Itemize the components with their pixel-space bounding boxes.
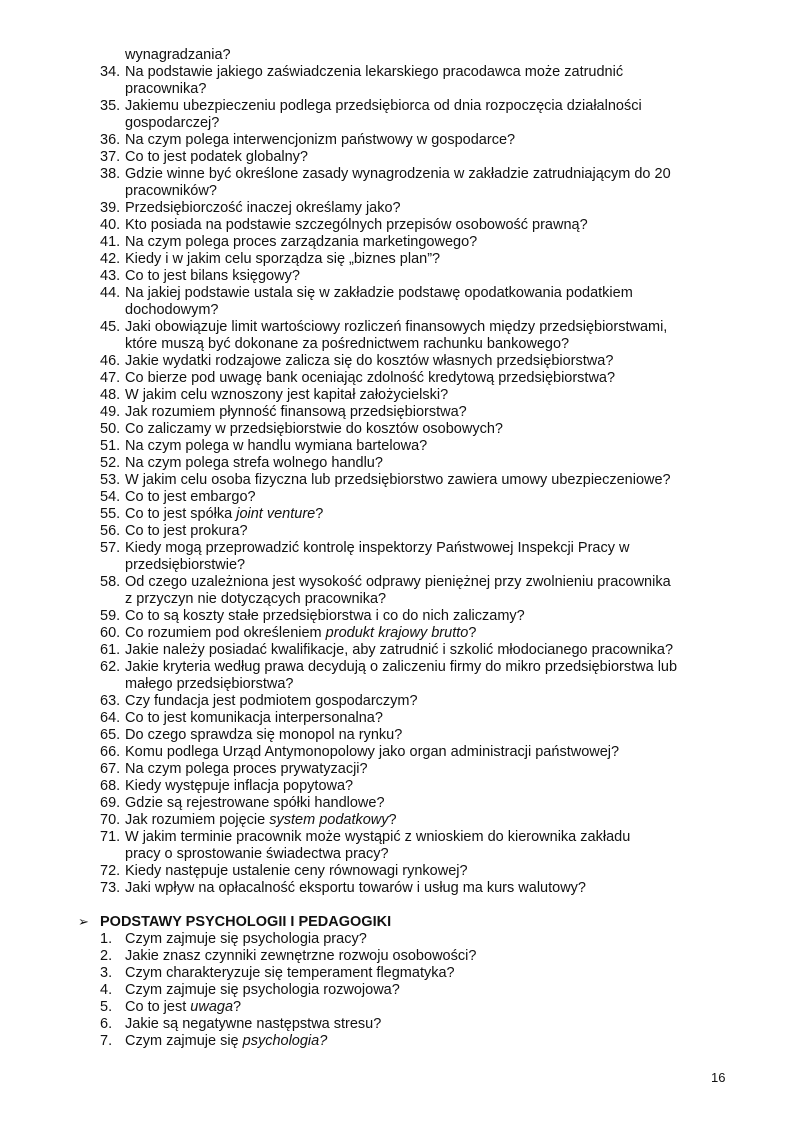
question-item-number: 65. <box>100 727 121 743</box>
question-item-number: 52. <box>100 455 121 471</box>
question-item-text-line <box>125 64 765 81</box>
text-segment: Jaki wpływ na opłacalność eksportu towarów i usług ma kurs walutowy? <box>125 880 586 896</box>
text-segment: przedsiębiorstwie? <box>125 557 246 573</box>
question-item-number: 35. <box>100 98 121 114</box>
question-item-number: 49. <box>100 404 121 420</box>
question-item-text-line <box>125 523 765 540</box>
question-item-number: 66. <box>100 744 121 760</box>
text-segment: ? <box>468 625 477 641</box>
section-item <box>100 1033 765 1050</box>
question-item <box>100 370 765 387</box>
question-item-number: 44. <box>100 285 121 301</box>
question-item <box>100 693 765 710</box>
question-item-text-line <box>125 251 765 268</box>
text-segment: Co to są koszty stałe przedsiębiorstwa i co do nich zaliczamy? <box>125 608 525 624</box>
question-item-number: 38. <box>100 166 121 182</box>
text-segment: Jak rozumiem płynność finansową przedsiębiorstwa? <box>125 404 467 420</box>
question-item-number: 54. <box>100 489 121 505</box>
question-item-number: 50. <box>100 421 121 437</box>
text-segment: Czym zajmuje się psychologia pracy? <box>125 931 367 947</box>
section-item-number: 1. <box>100 931 113 947</box>
question-item-number: 47. <box>100 370 121 386</box>
question-item-number: 72. <box>100 863 121 879</box>
text-segment: Co to jest <box>125 999 191 1015</box>
question-item-number: 71. <box>100 829 121 845</box>
question-item-number: 48. <box>100 387 121 403</box>
question-item-text-line <box>125 302 765 319</box>
question-item <box>100 353 765 370</box>
text-segment: Jakie kryteria według prawa decydują o zaliczeniu firmy do mikro przedsiębiorstwa lub <box>125 659 678 675</box>
question-item <box>100 64 765 98</box>
text-segment: Co to jest spółka <box>125 506 237 522</box>
question-item-text-line <box>125 846 765 863</box>
text-segment: małego przedsiębiorstwa? <box>125 676 294 692</box>
section-item-number: 5. <box>100 999 113 1015</box>
italic-term: psychologia? <box>242 1033 328 1049</box>
section-item-text-line <box>125 982 765 999</box>
section-item-number: 4. <box>100 982 113 998</box>
question-item <box>100 506 765 523</box>
question-item <box>100 489 765 506</box>
question-item-text-line <box>125 506 765 523</box>
text-segment: gospodarczej? <box>125 115 220 131</box>
question-item <box>100 795 765 812</box>
question-item-text-line <box>125 863 765 880</box>
arrow-bullet-icon: ➢ <box>78 915 89 930</box>
question-item-text-line <box>125 132 765 149</box>
section-item-number: 3. <box>100 965 113 981</box>
question-item-text-line <box>125 81 765 98</box>
question-item-text-line <box>125 659 765 676</box>
question-item-text-line <box>125 285 765 302</box>
italic-term: uwaga <box>190 999 234 1015</box>
question-item-text-line <box>125 540 765 557</box>
italic-term: produkt krajowy brutto <box>325 625 469 641</box>
question-item <box>100 608 765 625</box>
text-segment: Co zaliczamy w przedsiębiorstwie do kosztów osobowych? <box>125 421 503 437</box>
text-segment: Kiedy następuje ustalenie ceny równowagi rynkowej? <box>125 863 468 879</box>
question-item-text-line <box>125 421 765 438</box>
question-item-number: 51. <box>100 438 121 454</box>
question-item-text-line <box>125 727 765 744</box>
question-item <box>100 285 765 319</box>
question-item <box>100 319 765 353</box>
question-item-number: 41. <box>100 234 121 250</box>
question-item-text-line <box>125 370 765 387</box>
question-item-text-line <box>125 115 765 132</box>
question-item-number: 37. <box>100 149 121 165</box>
question-item-number: 69. <box>100 795 121 811</box>
section-item <box>100 1016 765 1033</box>
text-segment: Jak rozumiem pojęcie <box>125 812 270 828</box>
question-item-text-line <box>125 234 765 251</box>
question-item <box>100 472 765 489</box>
question-item-text-line <box>125 880 765 897</box>
question-item <box>100 863 765 880</box>
text-segment: Na jakiej podstawie ustala się w zakładzie podstawę opodatkowania podatkiem <box>125 285 633 301</box>
question-item-text-line <box>125 387 765 404</box>
question-item-number: 45. <box>100 319 121 335</box>
question-item <box>100 744 765 761</box>
question-item-text-line <box>125 574 765 591</box>
question-item <box>100 812 765 829</box>
question-item-text-line <box>125 676 765 693</box>
text-segment: W jakim terminie pracownik może wystąpić z wnioskiem do kierownika zakładu <box>125 829 631 845</box>
text-segment: ? <box>315 506 324 522</box>
question-item <box>100 268 765 285</box>
question-item-text-line <box>125 778 765 795</box>
question-item-text-line <box>125 166 765 183</box>
question-item-number: 36. <box>100 132 121 148</box>
text-segment: ? <box>233 999 242 1015</box>
question-item <box>100 727 765 744</box>
text-segment: Kto posiada na podstawie szczególnych przepisów osobowość prawną? <box>125 217 588 233</box>
question-item-text-line <box>125 761 765 778</box>
question-item-number: 56. <box>100 523 121 539</box>
section-item-text-line <box>125 948 765 965</box>
question-item-number: 60. <box>100 625 121 641</box>
text-segment: Jaki obowiązuje limit wartościowy rozliczeń finansowych między przedsiębiorstwami, <box>125 319 668 335</box>
section-item <box>100 982 765 999</box>
section-item <box>100 948 765 965</box>
question-item-number: 64. <box>100 710 121 726</box>
text-segment: Jakie znasz czynniki zewnętrzne rozwoju osobowości? <box>125 948 477 964</box>
section-item-text-line <box>125 1016 765 1033</box>
question-item-number: 34. <box>100 64 121 80</box>
question-item <box>100 251 765 268</box>
question-item-number: 53. <box>100 472 121 488</box>
question-item-number: 58. <box>100 574 121 590</box>
text-segment: pracownika? <box>125 81 207 97</box>
question-item <box>100 404 765 421</box>
question-item-text-line <box>125 557 765 574</box>
question-item-text-line <box>125 319 765 336</box>
text-segment: Co to jest podatek globalny? <box>125 149 308 165</box>
text-segment: Czym zajmuje się <box>125 1033 243 1049</box>
text-segment: Gdzie są rejestrowane spółki handlowe? <box>125 795 385 811</box>
question-item-text-line <box>125 149 765 166</box>
italic-term: joint venture <box>236 506 316 522</box>
text-segment: Czym charakteryzuje się temperament flegmatyka? <box>125 965 455 981</box>
question-item <box>100 217 765 234</box>
text-segment: Czy fundacja jest podmiotem gospodarczym? <box>125 693 418 709</box>
question-item <box>100 98 765 132</box>
question-item-number: 70. <box>100 812 121 828</box>
text-segment: Co to jest prokura? <box>125 523 248 539</box>
text-segment: Co to jest bilans księgowy? <box>125 268 300 284</box>
question-item-number: 46. <box>100 353 121 369</box>
text-segment: Na czym polega w handlu wymiana bartelowa? <box>125 438 428 454</box>
question-item-number: 40. <box>100 217 121 233</box>
question-item-text-line <box>125 812 765 829</box>
text-segment: Na czym polega interwencjonizm państwowy w gospodarce? <box>125 132 516 148</box>
text-segment: Na czym polega proces prywatyzacji? <box>125 761 368 777</box>
question-item <box>100 455 765 472</box>
section-question-list <box>100 931 765 1050</box>
question-item-text-line <box>125 404 765 421</box>
document-body <box>78 47 765 1050</box>
page-number: 16 <box>711 1070 726 1085</box>
section-item-number: 2. <box>100 948 113 964</box>
question-item-number: 61. <box>100 642 121 658</box>
continued-text-line: wynagradzania? <box>125 47 231 63</box>
question-item-text-line <box>125 438 765 455</box>
question-item-text-line <box>125 591 765 608</box>
text-segment: Do czego sprawdza się monopol na rynku? <box>125 727 403 743</box>
text-segment: Kiedy mogą przeprowadzić kontrolę inspektorzy Państwowej Inspekcji Pracy w <box>125 540 630 556</box>
section-item-number: 6. <box>100 1016 113 1032</box>
text-segment: Przedsiębiorczość inaczej określamy jako? <box>125 200 401 216</box>
question-item-number: 62. <box>100 659 121 675</box>
question-item <box>100 387 765 404</box>
text-segment: Gdzie winne być określone zasady wynagrodzenia w zakładzie zatrudniającym do 20 <box>125 166 671 182</box>
question-item-text-line <box>125 183 765 200</box>
question-item-number: 73. <box>100 880 121 896</box>
question-item-text-line <box>125 795 765 812</box>
question-item-number: 59. <box>100 608 121 624</box>
text-segment: Czym zajmuje się psychologia rozwojowa? <box>125 982 400 998</box>
question-item <box>100 710 765 727</box>
question-item-text-line <box>125 336 765 353</box>
text-segment: Jakie są negatywne następstwa stresu? <box>125 1016 382 1032</box>
question-item-text-line <box>125 268 765 285</box>
section-item <box>100 931 765 948</box>
question-item <box>100 523 765 540</box>
section-item-text-line <box>125 931 765 948</box>
question-item-number: 57. <box>100 540 121 556</box>
question-item-number: 67. <box>100 761 121 777</box>
section-item-text-line <box>125 999 765 1016</box>
question-item <box>100 540 765 574</box>
text-segment: Co rozumiem pod określeniem <box>125 625 326 641</box>
question-item <box>100 642 765 659</box>
text-segment: Kiedy i w jakim celu sporządza się „biznes plan”? <box>125 251 441 267</box>
question-item-number: 43. <box>100 268 121 284</box>
text-segment: z przyczyn nie dotyczących pracownika? <box>125 591 387 607</box>
question-item <box>100 234 765 251</box>
question-item-number: 39. <box>100 200 121 216</box>
question-item <box>100 625 765 642</box>
question-item-text-line <box>125 608 765 625</box>
question-item <box>100 778 765 795</box>
text-segment: które muszą być dokonane za pośrednictwem rachunku bankowego? <box>125 336 570 352</box>
question-item-number: 63. <box>100 693 121 709</box>
text-segment: Na czym polega strefa wolnego handlu? <box>125 455 383 471</box>
text-segment: Jakie wydatki rodzajowe zalicza się do kosztów własnych przedsiębiorstwa? <box>125 353 614 369</box>
text-segment: Od czego uzależniona jest wysokość odprawy pieniężnej przy zwolnieniu pracownika <box>125 574 671 590</box>
question-item <box>100 166 765 200</box>
text-segment: pracowników? <box>125 183 217 199</box>
question-item-number: 42. <box>100 251 121 267</box>
section-title: PODSTAWY PSYCHOLOGII I PEDAGOGIKI <box>100 914 392 930</box>
question-item <box>100 829 765 863</box>
question-item-number: 68. <box>100 778 121 794</box>
question-item <box>100 200 765 217</box>
text-segment: Komu podlega Urząd Antymonopolowy jako organ administracji państwowej? <box>125 744 620 760</box>
italic-term: system podatkowy <box>269 812 389 828</box>
text-segment: W jakim celu wznoszony jest kapitał założycielski? <box>125 387 449 403</box>
question-item-text-line <box>125 625 765 642</box>
text-segment: ? <box>388 812 397 828</box>
section-item <box>100 965 765 982</box>
question-item-text-line <box>125 200 765 217</box>
question-item <box>100 132 765 149</box>
question-item-number: 55. <box>100 506 121 522</box>
question-item-text-line <box>125 472 765 489</box>
text-segment: pracy o sprostowanie świadectwa pracy? <box>125 846 389 862</box>
question-item-text-line <box>125 642 765 659</box>
question-list <box>100 64 765 897</box>
question-item <box>100 880 765 897</box>
text-segment: Co bierze pod uwagę bank oceniając zdolność kredytową przedsiębiorstwa? <box>125 370 616 386</box>
section-item-number: 7. <box>100 1033 113 1049</box>
question-item <box>100 574 765 608</box>
question-item-text-line <box>125 829 765 846</box>
section-item <box>100 999 765 1016</box>
text-segment: Jakie należy posiadać kwalifikacje, aby zatrudnić i szkolić młodocianego pracownika? <box>125 642 674 658</box>
text-segment: dochodowym? <box>125 302 219 318</box>
question-item-text-line <box>125 693 765 710</box>
question-item-text-line <box>125 744 765 761</box>
question-item <box>100 421 765 438</box>
question-item-text-line <box>125 98 765 115</box>
text-segment: Co to jest embargo? <box>125 489 256 505</box>
text-segment: Co to jest komunikacja interpersonalna? <box>125 710 383 726</box>
text-segment: Kiedy występuje inflacja popytowa? <box>125 778 354 794</box>
question-item <box>100 659 765 693</box>
section-heading <box>78 914 765 931</box>
text-segment: Na podstawie jakiego zaświadczenia lekarskiego pracodawca może zatrudnić <box>125 64 624 80</box>
section-item-text-line <box>125 965 765 982</box>
question-item-text-line <box>125 353 765 370</box>
question-item-text-line <box>125 710 765 727</box>
question-item <box>100 149 765 166</box>
section-item-text-line <box>125 1033 765 1050</box>
text-segment: Jakiemu ubezpieczeniu podlega przedsiębiorca od dnia rozpoczęcia działalności <box>125 98 642 114</box>
question-item <box>100 438 765 455</box>
text-segment: Na czym polega proces zarządzania marketingowego? <box>125 234 478 250</box>
question-item-text-line <box>125 217 765 234</box>
question-item-text-line <box>125 455 765 472</box>
question-item-text-line <box>125 489 765 506</box>
question-item <box>100 761 765 778</box>
text-segment: W jakim celu osoba fizyczna lub przedsiębiorstwo zawiera umowy ubezpieczeniowe? <box>125 472 671 488</box>
